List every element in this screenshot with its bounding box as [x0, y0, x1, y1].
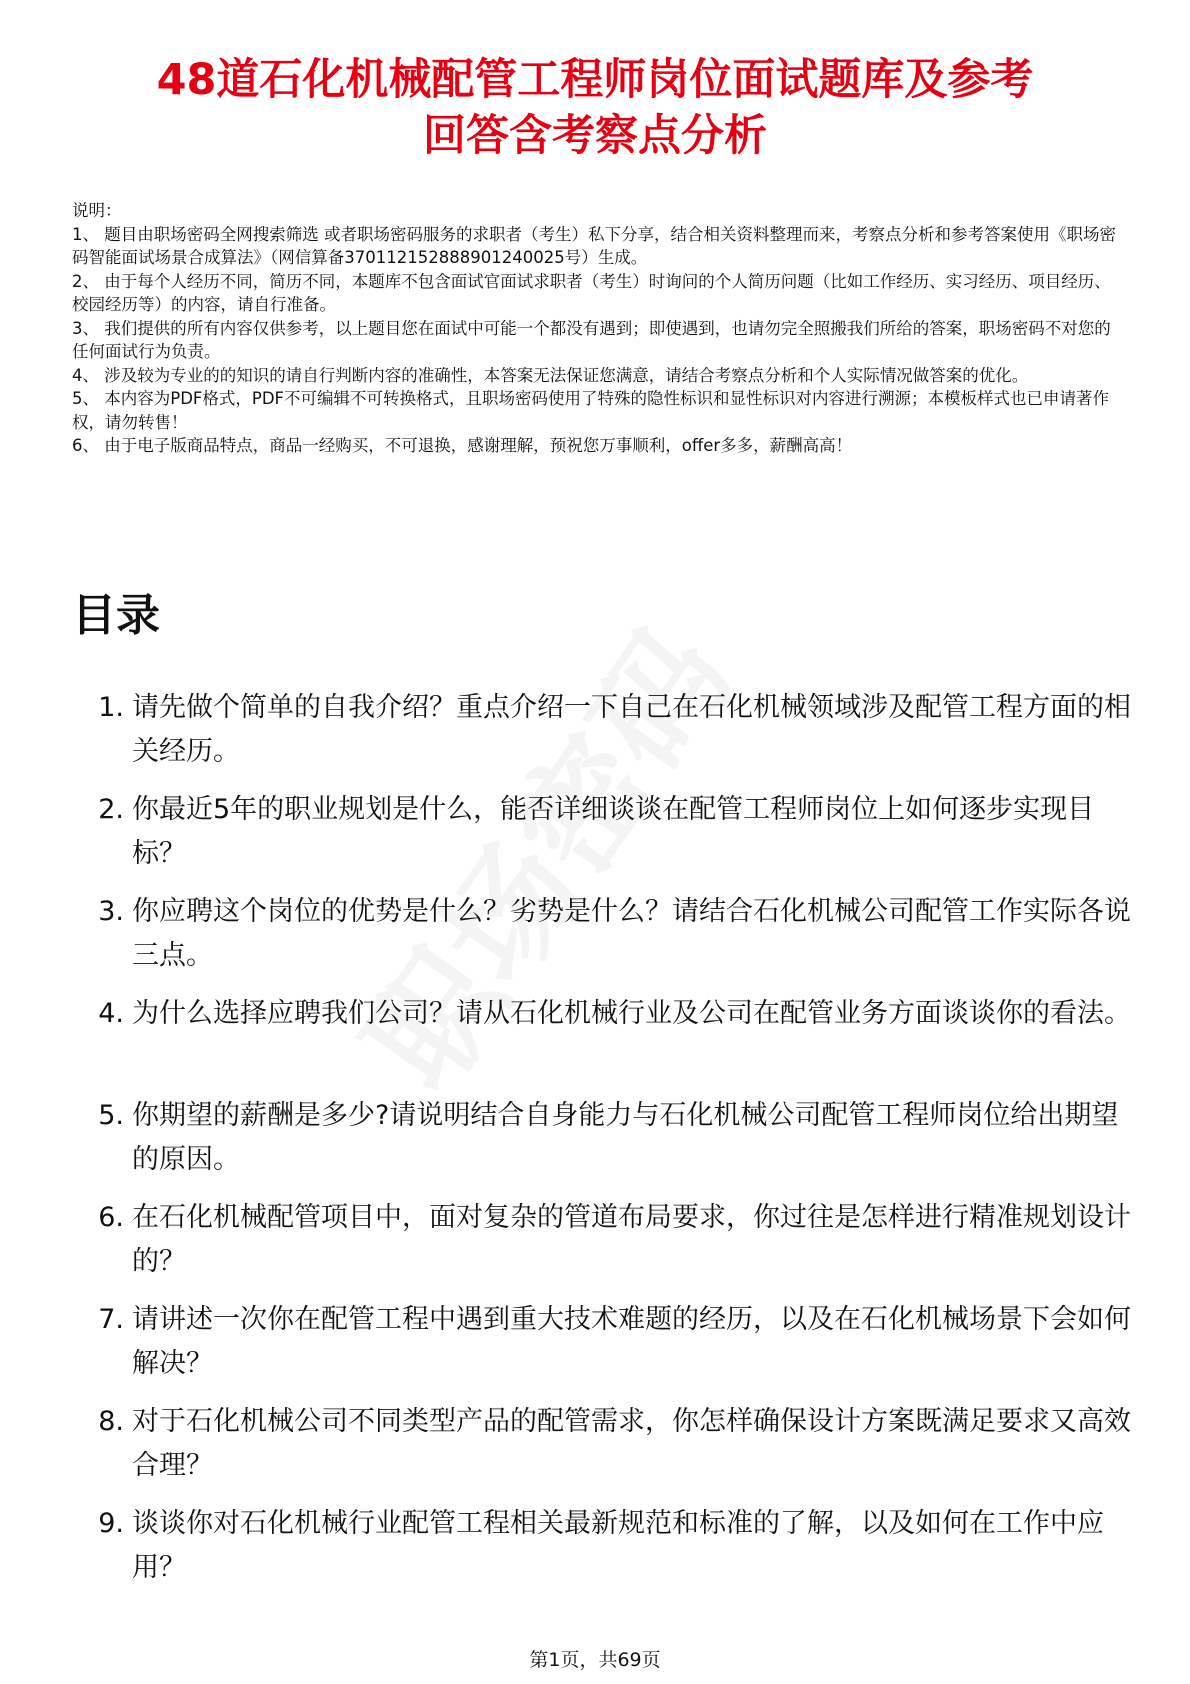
note-item: 3、 我们提供的所有内容仅供参考，以上题目您在面试中可能一个都没有遇到；即使遇到，也请勿完全照搬我们所给的答案，职场密码不对您的任何面试行为负责。: [72, 318, 1111, 361]
document-title: [60, 52, 1130, 164]
note-item: 5、 本内容为PDF格式，PDF不可编辑不可转换格式，且职场密码使用了特殊的隐性标识和显性标识对内容进行溯源；本模板样式也已申请著作权，请勿转售！: [72, 389, 1110, 432]
note-item: 1、 题目由职场密码全网搜索筛选 或者职场密码服务的求职者（考生）私下分享，结合相关资料整理而来，考察点分析和参考答案使用《职场密码智能面试场景合成算法》（网信算备370112152888901240025号）生成。: [72, 224, 1116, 267]
toc-item-number: 1.: [98, 692, 124, 723]
toc-item[interactable]: [72, 992, 1132, 1094]
toc-item[interactable]: [72, 1094, 1132, 1196]
toc-item-text: 你应聘这个岗位的优势是什么？劣势是什么？请结合石化机械公司配管工作实际各说三点。: [132, 896, 1131, 971]
toc-item-number: 2.: [98, 794, 124, 825]
note-item: 2、 由于每个人经历不同，简历不同，本题库不包含面试官面试求职者（考生）时询问的个人简历问题（比如工作经历、实习经历、项目经历、校园经历等）的内容，请自行准备。: [72, 271, 1111, 314]
toc-item-text: 对于石化机械公司不同类型产品的配管需求，你怎样确保设计方案既满足要求又高效合理？: [132, 1406, 1131, 1481]
toc-item-number: 7.: [98, 1304, 124, 1335]
toc-item-text: 你期望的薪酬是多少?请说明结合自身能力与石化机械公司配管工程师岗位给出期望的原因。: [132, 1100, 1119, 1175]
title-line-2: 回答含考察点分析: [423, 111, 767, 161]
toc-item-text: 在石化机械配管项目中，面对复杂的管道布局要求，你过往是怎样进行精准规划设计的？: [132, 1202, 1131, 1277]
toc-item[interactable]: [72, 788, 1132, 890]
toc-item[interactable]: [72, 890, 1132, 992]
toc-item-text: 谈谈你对石化机械行业配管工程相关最新规范和标准的了解，以及如何在工作中应用？: [132, 1508, 1104, 1583]
notes-section: [72, 199, 1122, 458]
title-line-1: 48道石化机械配管工程师岗位面试题库及参考: [156, 55, 1034, 105]
toc-item-text: 请讲述一次你在配管工程中遇到重大技术难题的经历，以及在石化机械场景下会如何解决？: [132, 1304, 1131, 1379]
toc-item-number: 4.: [98, 998, 124, 1029]
toc-list: [72, 686, 1132, 1604]
toc-item[interactable]: [72, 686, 1132, 788]
toc-item[interactable]: [72, 1196, 1132, 1298]
toc-item-text: 你最近5年的职业规划是什么，能否详细谈谈在配管工程师岗位上如何逐步实现目标？: [132, 794, 1095, 869]
toc-item-number: 9.: [98, 1508, 124, 1539]
notes-heading: 说明：: [72, 201, 122, 220]
page-footer: 第1页，共69页: [529, 1649, 661, 1671]
note-item: 6、 由于电子版商品特点，商品一经购买，不可退换，感谢理解，预祝您万事顺利，offer多多，薪酬高高！: [72, 436, 853, 455]
toc-item-text: 请先做个简单的自我介绍？重点介绍一下自己在石化机械领域涉及配管工程方面的相关经历。: [132, 692, 1131, 767]
toc-item-text: 为什么选择应聘我们公司？请从石化机械行业及公司在配管业务方面谈谈你的看法。: [132, 998, 1131, 1029]
toc-item[interactable]: [72, 1298, 1132, 1400]
note-item: 4、 涉及较为专业的的知识的请自行判断内容的准确性，本答案无法保证您满意，请结合考察点分析和个人实际情况做答案的优化。: [72, 365, 1029, 385]
toc-item-number: 5.: [98, 1100, 124, 1131]
toc-item[interactable]: [72, 1400, 1132, 1502]
toc-item-number: 6.: [98, 1202, 124, 1233]
toc-heading: 目录: [72, 590, 160, 641]
toc-item-number: 3.: [98, 896, 124, 927]
toc-item[interactable]: [72, 1502, 1132, 1604]
toc-item-number: 8.: [98, 1406, 124, 1437]
